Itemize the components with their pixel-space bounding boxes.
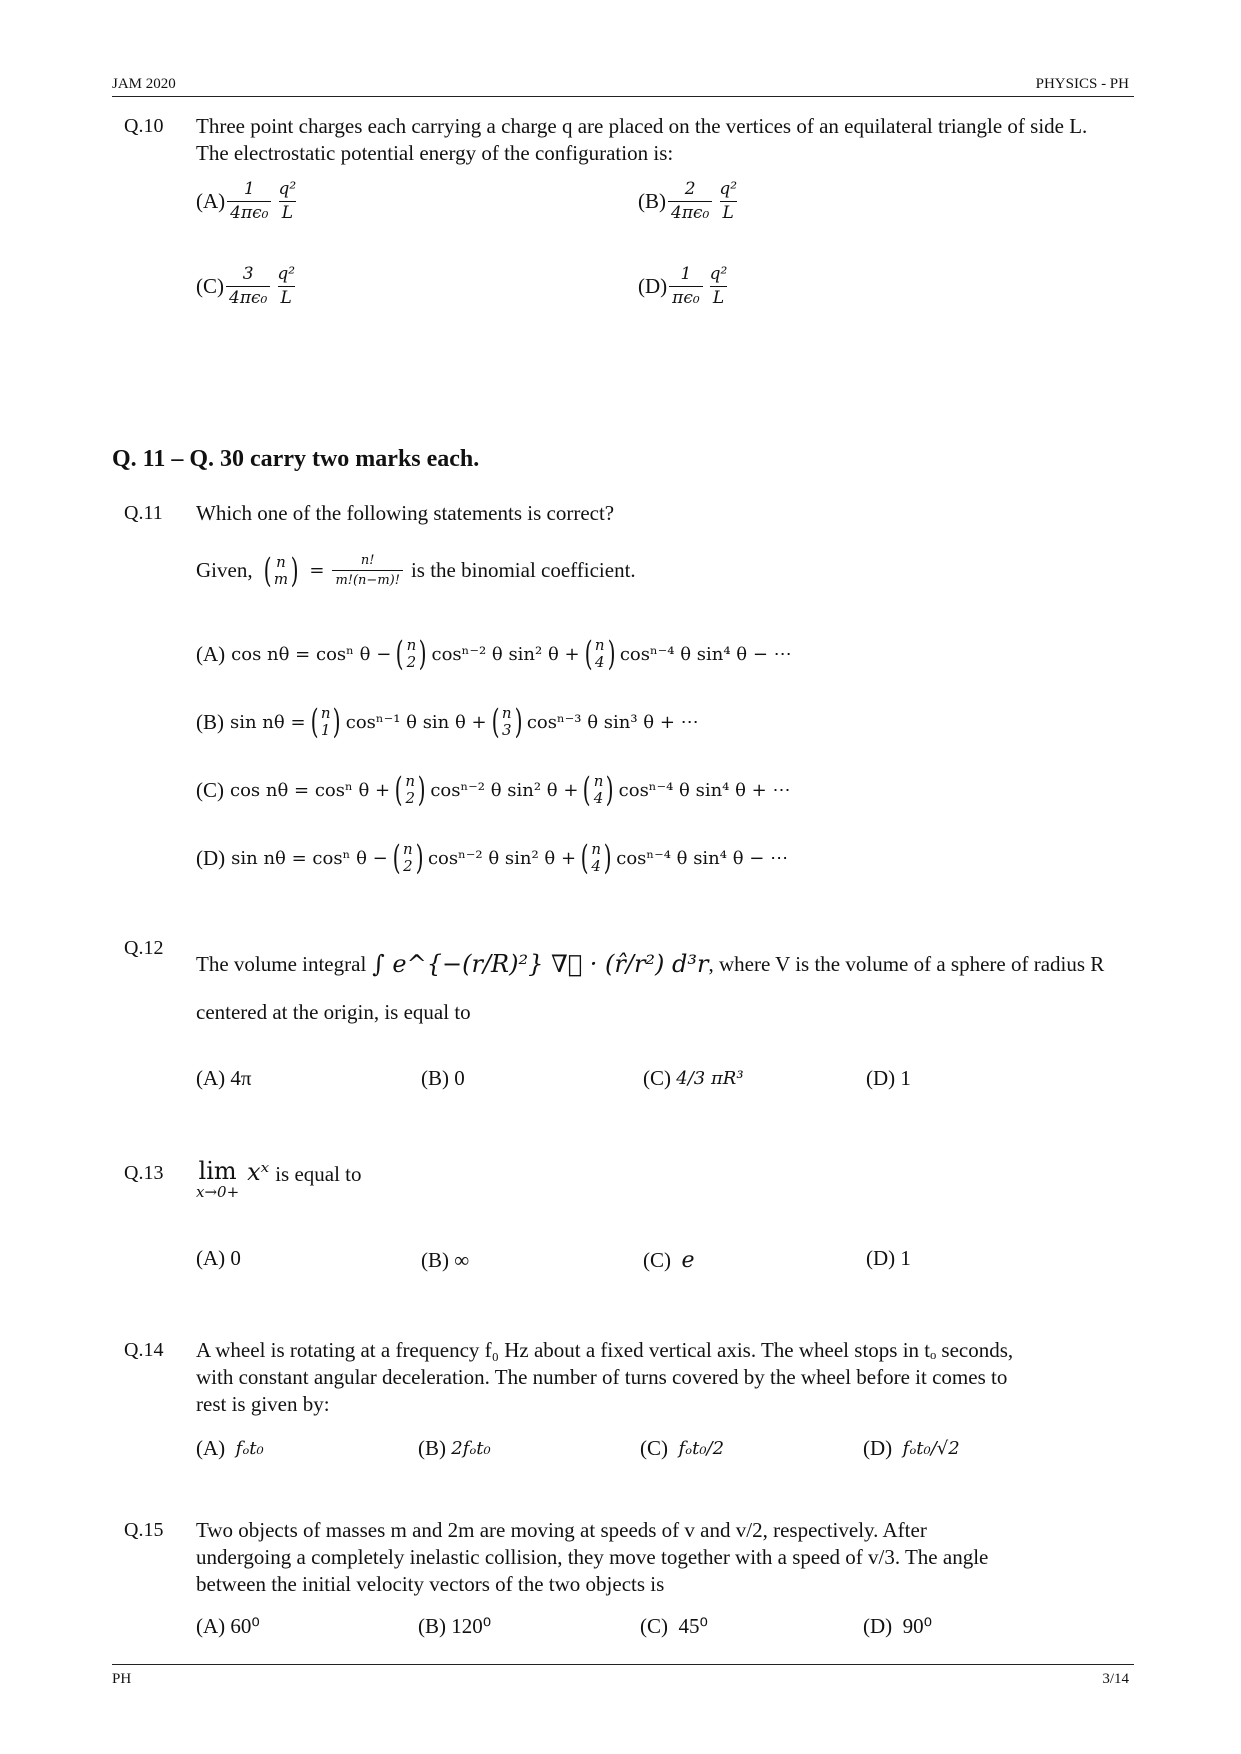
binom: ( n 2 ) bbox=[392, 838, 424, 878]
q10-c-coef-den: 4πϵ₀ bbox=[226, 286, 270, 308]
header-left: JAM 2020 bbox=[112, 76, 176, 92]
option-value: 1 bbox=[900, 1246, 911, 1270]
q11-d-term1: cosⁿ⁻² θ sin² θ + bbox=[427, 847, 577, 869]
q10-d-coef-num: 1 bbox=[680, 264, 692, 284]
option-value: fₒt₀ bbox=[235, 1438, 264, 1459]
q11-option-c[interactable] bbox=[196, 770, 791, 810]
q10-b-num: q² bbox=[719, 179, 738, 199]
q12-integral: ∫ e^{−(r/R)²} ∇⃗ · (r̂/r²) d³r bbox=[372, 950, 709, 978]
option-label: (A) bbox=[196, 1246, 226, 1270]
option-label: (C) bbox=[640, 1436, 668, 1460]
q15-option-b[interactable] bbox=[418, 1614, 491, 1639]
q10-d-num: q² bbox=[709, 264, 728, 284]
binom: ( n 2 ) bbox=[394, 770, 426, 810]
q11-number: Q.11 bbox=[124, 502, 163, 524]
option-value: 0 bbox=[230, 1246, 241, 1270]
q15-option-c[interactable] bbox=[640, 1614, 708, 1639]
header-rule bbox=[112, 96, 1134, 97]
option-value: 90⁰ bbox=[902, 1614, 933, 1638]
q10-option-a-label: (A) bbox=[196, 189, 226, 213]
q10-text: Three point charges each carrying a charge q are placed on the vertices of an equilateral triangle of side L. The electrostatic potential energy of the configuration is: bbox=[196, 114, 1088, 165]
q11-c-lhs: cos nθ = cosⁿ θ + bbox=[230, 779, 391, 801]
option-value: 60⁰ bbox=[230, 1614, 260, 1638]
binom: ( n 4 ) bbox=[580, 838, 612, 878]
q15-line3: between the initial velocity vectors of the two objects is bbox=[196, 1572, 665, 1596]
q11-given-prefix: Given, bbox=[196, 558, 253, 582]
q11-b-term1: cosⁿ⁻¹ θ sin θ + bbox=[345, 711, 487, 733]
q11-a-term2: cosⁿ⁻⁴ θ sin⁴ θ − ⋯ bbox=[619, 643, 792, 665]
q10-b-den: L bbox=[720, 201, 737, 223]
q11-text: Which one of the following statements is correct? bbox=[196, 501, 615, 525]
q10-option-d-label: (D) bbox=[638, 274, 668, 298]
q13-option-b[interactable] bbox=[421, 1248, 469, 1273]
q13-text-suffix: is equal to bbox=[275, 1162, 362, 1186]
q10-c-den: L bbox=[278, 286, 295, 308]
q10-b-coef-num: 2 bbox=[684, 179, 696, 199]
q10-option-c[interactable] bbox=[196, 265, 300, 308]
option-value: 4/3 πR³ bbox=[676, 1068, 744, 1089]
q11-option-c-label: (C) bbox=[196, 777, 224, 802]
q10-a-coef-num: 1 bbox=[243, 179, 255, 199]
q14-option-c[interactable] bbox=[640, 1436, 724, 1461]
option-value: fₒt₀/2 bbox=[678, 1438, 725, 1459]
q10-option-b-label: (B) bbox=[638, 189, 666, 213]
q14-option-a[interactable] bbox=[196, 1436, 264, 1461]
option-value: 1 bbox=[900, 1066, 911, 1090]
q11-given-num: n! bbox=[360, 553, 375, 568]
q13-lim: lim bbox=[198, 1157, 237, 1185]
option-value: e bbox=[681, 1248, 695, 1273]
q10-a-num: q² bbox=[278, 179, 297, 199]
option-value: 45⁰ bbox=[678, 1614, 708, 1638]
q11-c-term1: cosⁿ⁻² θ sin² θ + bbox=[430, 779, 579, 801]
q11-given-suffix: is the binomial coefficient. bbox=[410, 558, 636, 582]
q12-option-b[interactable] bbox=[421, 1066, 465, 1091]
option-label: (D) bbox=[866, 1066, 896, 1090]
q10-c-num: q² bbox=[277, 264, 296, 284]
option-label: (B) bbox=[421, 1066, 449, 1090]
q10-number: Q.10 bbox=[124, 115, 164, 137]
q10-d-coef-den: πϵ₀ bbox=[669, 286, 703, 308]
binom: ( n 2 ) bbox=[395, 634, 427, 674]
footer-left: PH bbox=[112, 1671, 132, 1687]
q12-option-d[interactable] bbox=[866, 1066, 911, 1091]
q14-line2: with constant angular deceleration. The number of turns covered by the wheel before it comes to bbox=[196, 1365, 1008, 1389]
header-right: PHYSICS - PH bbox=[1035, 76, 1129, 92]
q11-d-term2: cosⁿ⁻⁴ θ sin⁴ θ − ⋯ bbox=[616, 847, 789, 869]
option-value: 0 bbox=[454, 1066, 465, 1090]
q11-b-lhs: sin nθ = bbox=[230, 711, 306, 733]
q11-option-a-label: (A) bbox=[196, 641, 226, 666]
q13-expr: xˣ bbox=[247, 1158, 270, 1186]
q12-text-prefix: The volume integral bbox=[196, 951, 367, 976]
option-label: (C) bbox=[643, 1066, 671, 1090]
q14-line1: A wheel is rotating at a frequency f₀ Hz about a fixed vertical axis. The wheel stops in tₒ seconds, bbox=[196, 1338, 1014, 1362]
q12-text-line2: centered at the origin, is equal to bbox=[196, 1000, 471, 1024]
q15-line2: undergoing a completely inelastic collision, they move together with a speed of v/3. The angle bbox=[196, 1545, 989, 1569]
q13-option-d[interactable] bbox=[866, 1246, 911, 1271]
q13-option-a[interactable] bbox=[196, 1246, 241, 1271]
q13-option-c[interactable] bbox=[643, 1248, 695, 1273]
q12-option-c[interactable] bbox=[643, 1066, 744, 1091]
binom: ( n 1 ) bbox=[310, 702, 342, 742]
q14-line3: rest is given by: bbox=[196, 1392, 330, 1416]
binom: ( n 4 ) bbox=[583, 770, 615, 810]
option-label: (D) bbox=[866, 1246, 896, 1270]
section-heading: Q. 11 – Q. 30 carry two marks each. bbox=[112, 446, 480, 472]
q15-option-d[interactable] bbox=[863, 1614, 932, 1639]
q15-line1: Two objects of masses m and 2m are moving at speeds of v and v/2, respectively. After bbox=[196, 1518, 927, 1542]
q11-option-b[interactable] bbox=[196, 702, 699, 742]
q14-option-b[interactable] bbox=[418, 1436, 491, 1461]
option-label: (A) bbox=[196, 1436, 226, 1460]
q10-option-a[interactable] bbox=[196, 180, 301, 223]
binom: ( n 4 ) bbox=[584, 634, 616, 674]
option-label: (A) bbox=[196, 1066, 226, 1090]
q10-a-coef-den: 4πϵ₀ bbox=[227, 201, 271, 223]
q13-text bbox=[196, 1158, 362, 1200]
q14-option-d[interactable] bbox=[863, 1436, 960, 1461]
q10-option-c-label: (C) bbox=[196, 274, 224, 298]
q10-option-d[interactable] bbox=[638, 265, 732, 308]
q15-option-a[interactable] bbox=[196, 1614, 260, 1639]
q10-b-coef-den: 4πϵ₀ bbox=[668, 201, 712, 223]
binomial-nm: ( n m ) bbox=[263, 550, 299, 591]
q13-lim-sub: x→0+ bbox=[196, 1183, 240, 1201]
footer-rule bbox=[112, 1664, 1134, 1665]
q11-option-d-label: (D) bbox=[196, 845, 226, 870]
q13-number: Q.13 bbox=[124, 1162, 164, 1184]
q10-a-den: L bbox=[279, 201, 296, 223]
q12-number: Q.12 bbox=[124, 937, 164, 959]
q12-text-suffix: , where V is the volume of a sphere of radius R bbox=[708, 951, 1105, 976]
q15-number: Q.15 bbox=[124, 1519, 164, 1541]
footer-right: 3/14 bbox=[1102, 1671, 1129, 1687]
q11-d-lhs: sin nθ = cosⁿ θ − bbox=[231, 847, 388, 869]
q11-given: Given, ( n m ) = $\frac{n!}{m!(n-m)!}$ is the binomial coefficient. bbox=[196, 550, 636, 591]
option-value: 120⁰ bbox=[451, 1614, 492, 1638]
q11-b-term2: cosⁿ⁻³ θ sin³ θ + ⋯ bbox=[526, 711, 699, 733]
option-label: (B) bbox=[418, 1436, 446, 1460]
q10-c-coef-num: 3 bbox=[242, 264, 254, 284]
option-label: (D) bbox=[863, 1436, 893, 1460]
option-value: 2fₒt₀ bbox=[451, 1438, 491, 1459]
option-label: (C) bbox=[640, 1614, 668, 1638]
q10-option-b[interactable] bbox=[638, 180, 742, 223]
q10-d-den: L bbox=[710, 286, 727, 308]
q11-c-term2: cosⁿ⁻⁴ θ sin⁴ θ + ⋯ bbox=[618, 779, 791, 801]
option-value: fₒt₀/√2 bbox=[902, 1438, 960, 1459]
q11-given-den: m!(n−m)! bbox=[332, 570, 403, 588]
q12-option-a[interactable] bbox=[196, 1066, 252, 1091]
option-label: (B) bbox=[421, 1248, 449, 1272]
q12-text-line1 bbox=[196, 950, 1104, 978]
option-label: (C) bbox=[643, 1248, 671, 1272]
option-label: (B) bbox=[418, 1614, 446, 1638]
q11-option-d[interactable] bbox=[196, 838, 789, 878]
q11-option-b-label: (B) bbox=[196, 709, 224, 734]
option-label: (A) bbox=[196, 1614, 226, 1638]
option-label: (D) bbox=[863, 1614, 893, 1638]
q14-number: Q.14 bbox=[124, 1339, 164, 1361]
q11-option-a[interactable] bbox=[196, 634, 792, 674]
binom: ( n 3 ) bbox=[491, 702, 523, 742]
option-value: 4π bbox=[230, 1066, 252, 1090]
option-value: ∞ bbox=[454, 1248, 470, 1272]
q11-a-term1: cosⁿ⁻² θ sin² θ + bbox=[431, 643, 580, 665]
q11-a-lhs: cos nθ = cosⁿ θ − bbox=[231, 643, 392, 665]
